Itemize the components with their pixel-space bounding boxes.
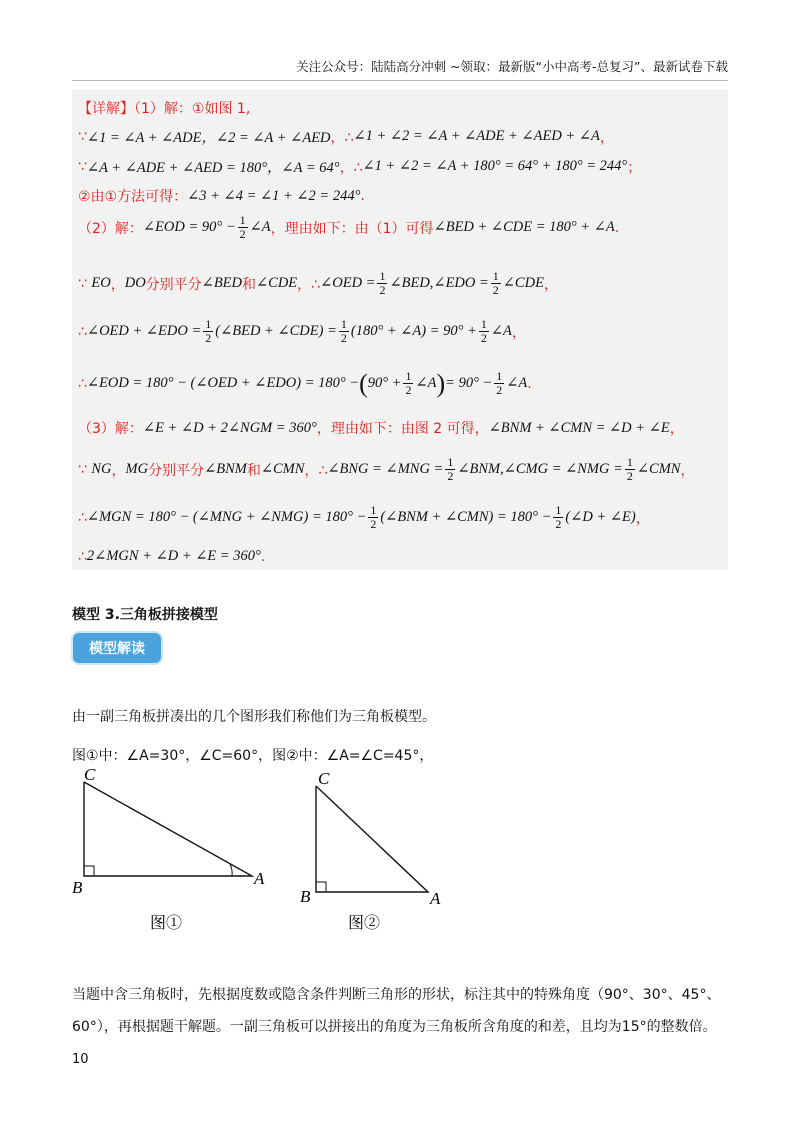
figure-description: 图①中：∠A=30°，∠C=60°，图②中：∠A=∠C=45°， (72, 748, 434, 764)
answer-line-9: （3）解： ∠E + ∠D + 2∠NGM = 360° ，理由如下：由图 2 可得， ∠BNM + ∠CMN = ∠D + ∠E ， (78, 419, 684, 437)
triangle-figures (60, 760, 480, 940)
fig1-label-a: A (254, 869, 265, 888)
fig2-caption: 图② (348, 913, 381, 932)
page-number: 10 (72, 1052, 89, 1067)
answer-box (72, 90, 728, 570)
fig2-label-c: C (318, 769, 330, 788)
body-paragraph-line-2: 60°），再根据题干解题。一副三角板可以拼接出的角度为三角板所含角度的和差，且均为15°的整数倍。 (72, 1019, 717, 1035)
page-header: 关注公众号：陆陆高分冲刺 ~领取：最新版“小中高考-总复习”、最新试卷下载 (296, 59, 728, 74)
answer-line-7: ∴ ∠OED + ∠EDO = $\frac{1}{2}$ (∠BED + ∠CDE) = $\frac{1}{2}$ (180° + ∠A) = 90° + $\frac{1}{2}$ ∠A ， (78, 317, 526, 345)
answer-line-11: ∴ ∠MGN = 180° − (∠MNG + ∠NMG) = 180° − $\frac{1}{2}$ (∠BNM + ∠CMN) = 180° − $\frac{1}{2}$ (∠D + ∠E) ， (78, 503, 650, 531)
answer-line-4: ②由①方法可得： ∠3 + ∠4 = ∠1 + ∠2 = 244° . (78, 187, 365, 205)
figure-1 (72, 765, 265, 932)
section-title: 模型 3.三角板拼接模型 (72, 607, 218, 623)
fig2-label-a: A (430, 889, 441, 908)
header-rule (72, 80, 728, 81)
answer-line-3: ∵ ∠A + ∠ADE + ∠AED = 180°，∠A = 64° ，∴ ∠1 + ∠2 = ∠A + 180° = 64° + 180° = 244° ； (78, 158, 642, 176)
figure-2 (300, 769, 441, 932)
answer-line-6: ∵ EO ， DO 分别平分 ∠BED 和 ∠CDE ，∴ ∠OED = $\frac{1}{2}$ ∠BED,∠EDO = $\frac{1}{2}$ ∠CDE ， (78, 269, 558, 297)
answer-line-1: 【详解】（1）解：①如图 1, (78, 101, 251, 117)
body-paragraph-line-1: 当题中含三角板时，先根据度数或隐含条件判断三角形的形状，标注其中的特殊角度（90°、30°、45°、 (72, 987, 721, 1003)
answer-line-2: ∵ ∠1 = ∠A + ∠ADE，∠2 = ∠A + ∠AED ，∴ ∠1 + ∠2 = ∠A + ∠ADE + ∠AED + ∠A ， (78, 128, 614, 146)
fig1-label-b: B (72, 878, 83, 897)
model-explain-badge: 模型解读 (73, 633, 161, 663)
answer-line-5: （2）解： ∠EOD = 90° − $\frac{1}{2}$ ∠A ，理由如下：由（1）可得 ∠BED + ∠CDE = 180° + ∠A . (78, 213, 620, 241)
fig1-caption: 图① (150, 913, 183, 932)
intro-text: 由一副三角板拼凑出的几个图形我们称他们为三角板模型。 (72, 709, 436, 725)
answer-line-8: ∴ ∠EOD = 180° − (∠OED + ∠EDO) = 180° − ( 90° + $\frac{1}{2}$ ∠A ) = 90° − $\frac{1}{2}$ ∠A . (78, 368, 532, 398)
answer-line-12: ∴ 2∠MGN + ∠D + ∠E = 360° . (78, 548, 266, 565)
answer-line-10: ∵ NG ， MG 分别平分 ∠BNM 和 ∠CMN ，∴ ∠BNG = ∠MNG = $\frac{1}{2}$ ∠BNM,∠CMG = ∠NMG = $\frac{1}{2}$ ∠CMN ， (78, 455, 695, 483)
fig1-label-c: C (84, 765, 96, 784)
fig2-label-b: B (300, 887, 311, 906)
